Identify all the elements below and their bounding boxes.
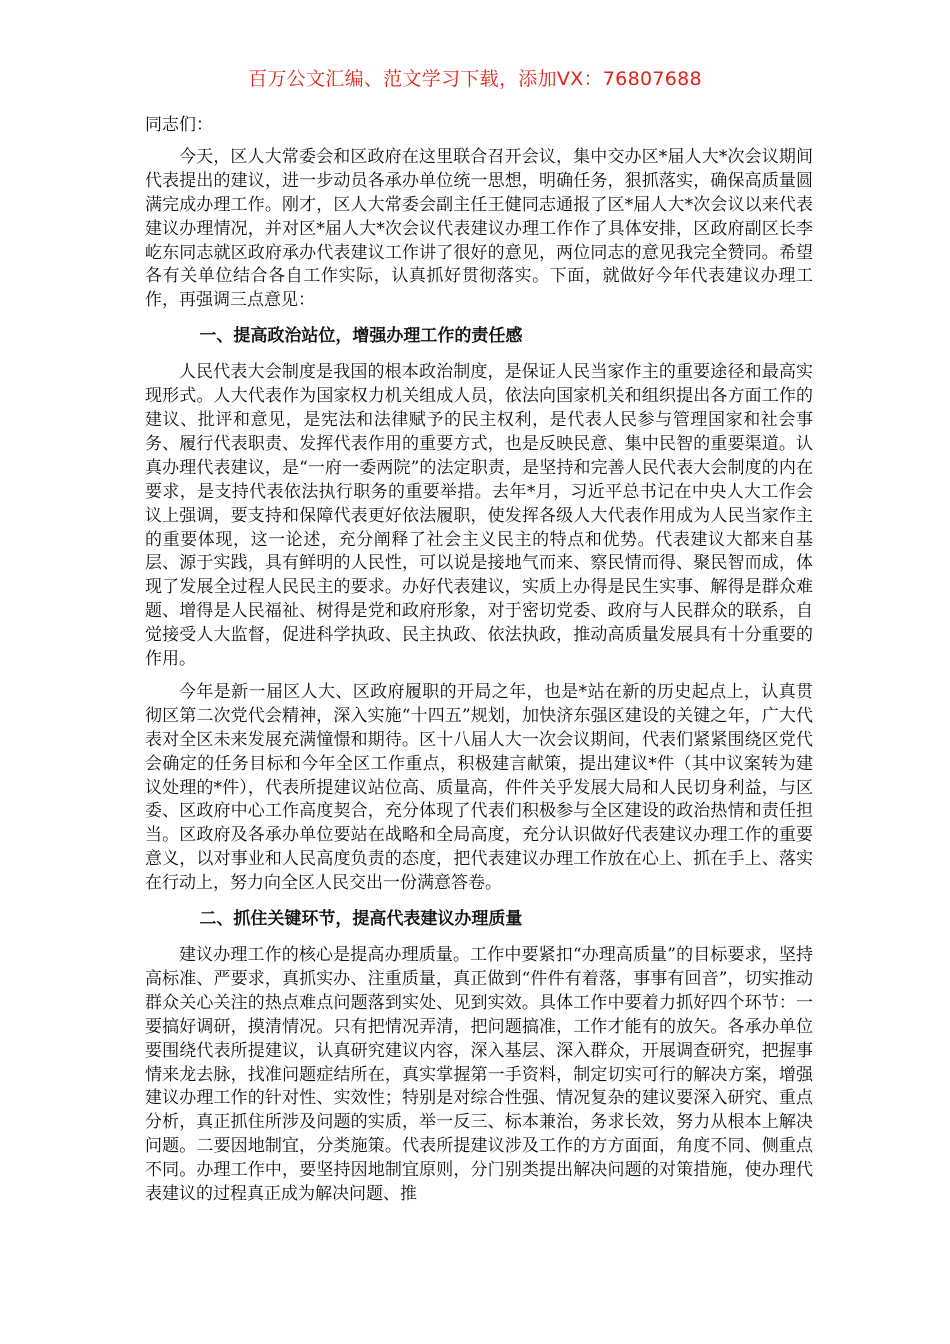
document-body xyxy=(145,114,813,1207)
promo-banner: 百万公文汇编、范文学习下载，添加VX：76807688 xyxy=(248,68,702,90)
salutation: 同志们： xyxy=(145,115,213,135)
intro-paragraph: 今天，区人大常委会和区政府在这里联合召开会议，集中交办区*届人大*次会议期间代表提出的建议，进一步动员各承办单位统一思想，明确任务，狠抓落实，确保高质量圆满完成办理工作。刚才，区人大常委会副主任王健同志通报了区*届人大*次会议以来代表建议办理情况，并对区*届人大*次会议代表建议办理工作作了具体安排，区政府副区长李屹东同志就区政府承办代表建议工作讲了很好的意见，两位同志的意见我完全赞同。希望各有关单位结合各自工作实际，认真抓好贯彻落实。下面，就做好今年代表建议办理工作，再强调三点意见： xyxy=(145,146,813,311)
section-1-paragraph-2: 今年是新一届区人大、区政府履职的开局之年，也是*站在新的历史起点上，认真贯彻区第二次党代会精神，深入实施“十四五”规划，加快济东强区建设的关键之年，广大代表对全区未来发展充满憧憬和期待。区十八届人大一次会议期间，代表们紧紧围绕区党代会确定的任务目标和今年全区工作重点，积极建言献策，提出建议*件（其中议案转为建议处理的*件），代表所提建议站位高、质量高，件件关乎发展大局和人民切身利益，与区委、区政府中心工作高度契合，充分体现了代表们积极参与全区建设的政治热情和责任担当。区政府及各承办单位要站在战略和全局高度，充分认识做好代表建议办理工作的重要意义，以对事业和人民高度负责的态度，把代表建议办理工作放在心上、抓在手上、落实在行动上，努力向全区人民交出一份满意答卷。 xyxy=(145,681,813,894)
section-1-heading: 一、提高政治站位，增强办理工作的责任感 xyxy=(199,326,523,347)
section-1-paragraph-1: 人民代表大会制度是我国的根本政治制度，是保证人民当家作主的重要途径和最高实现形式。人大代表作为国家权力机关组成人员，依法向国家机关和组织提出各方面工作的建议、批评和意见，是宪法和法律赋予的民主权利，是代表人民参与管理国家和社会事务、履行代表职责、发挥代表作用的重要方式，也是反映民意、集中民智的重要渠道。认真办理代表建议，是“一府一委两院”的法定职责，是坚持和完善人民代表大会制度的内在要求，是支持代表依法执行职务的重要举措。去年*月，习近平总书记在中央人大工作会议上强调，要支持和保障代表更好依法履职，使发挥各级人大代表作用成为人民当家作主的重要体现，这一论述，充分阐释了社会主义民主的特点和优势。代表建议大都来自基层、源于实践，具有鲜明的人民性，可以说是接地气而来、察民情而得、聚民智而成，体现了发展全过程人民民主的要求。办好代表建议，实质上办得是民生实事、解得是群众难题、增得是人民福祉、树得是党和政府形象，对于密切党委、政府与人民群众的联系，自觉接受人大监督，促进科学执政、民主执政、依法执政，推动高质量发展具有十分重要的作用。 xyxy=(145,362,813,670)
section-2-heading: 二、抓住关键环节，提高代表建议办理质量 xyxy=(199,909,523,930)
section-2-paragraph-1: 建议办理工作的核心是提高办理质量。工作中要紧扣“办理高质量”的目标要求，坚持高标准、严要求，真抓实办、注重质量，真正做到“件件有着落，事事有回音”，切实推动群众关心关注的热点难点问题落到实处、见到实效。具体工作中要着力抓好四个环节：一要搞好调研，摸清情况。只有把情况弄清，把问题搞准，工作才能有的放矢。各承办单位要围绕代表所提建议，认真研究建议内容，深入基层、深入群众，开展调查研究，把握事情来龙去脉，找准问题症结所在，真实掌握第一手资料，制定切实可行的解决方案，增强建议办理工作的针对性、实效性；特别是对综合性强、情况复杂的建议要深入研究、重点分析，真正抓住所涉及问题的实质，举一反三、标本兼治，务求长效，努力从根本上解决问题。二要因地制宜，分类施策。代表所提建议涉及工作的方方面面，角度不同、侧重点不同。办理工作中，要坚持因地制宜原则，分门别类提出解决问题的对策措施，使办理代表建议的过程真正成为解决问题、推 xyxy=(145,945,813,1205)
